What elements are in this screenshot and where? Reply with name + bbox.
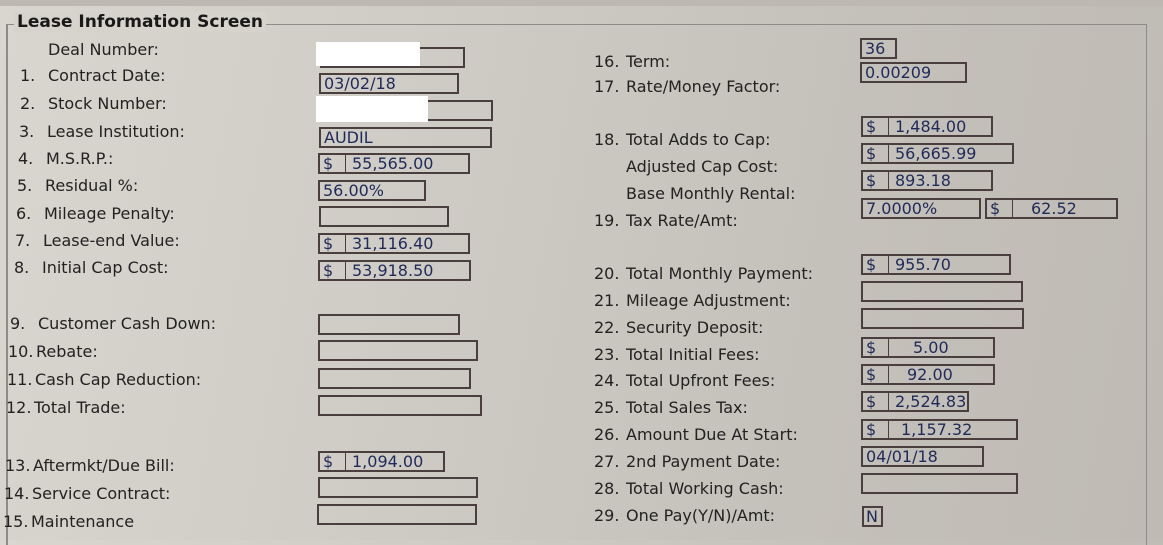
label-2nd-payment-date: 27. 2nd Payment Date: — [594, 452, 781, 471]
label-mileage-penalty: 6. Mileage Penalty: — [16, 204, 175, 223]
one-pay-field[interactable]: N — [862, 506, 883, 527]
label-rate-money-factor: 17. Rate/Money Factor: — [594, 77, 781, 96]
rate-money-factor-field[interactable]: 0.00209 — [860, 62, 967, 83]
total-trade-field[interactable] — [318, 395, 482, 416]
lease-end-value-field[interactable]: $ 31,116.40 — [318, 233, 470, 254]
label-mileage-adjustment: 21. Mileage Adjustment: — [594, 291, 791, 310]
mileage-penalty-field[interactable] — [319, 206, 449, 227]
label-residual: 5. Residual %: — [17, 176, 139, 195]
total-initial-fees-field[interactable]: $ 5.00 — [861, 337, 995, 358]
base-monthly-rental-field[interactable]: $ 893.18 — [861, 170, 993, 191]
label-total-upfront-fees: 24. Total Upfront Fees: — [594, 371, 776, 390]
tax-rate-field[interactable]: 7.0000% — [861, 198, 981, 219]
total-working-cash-field[interactable] — [861, 473, 1018, 494]
security-deposit-field[interactable] — [861, 308, 1024, 329]
rebate-field[interactable] — [318, 340, 478, 361]
label-total-monthly-payment: 20. Total Monthly Payment: — [594, 264, 814, 283]
label-aftermkt-due-bill: 13. Aftermkt/Due Bill: — [5, 456, 175, 475]
label-customer-cash-down: 9. Customer Cash Down: — [10, 314, 217, 333]
label-total-initial-fees: 23. Total Initial Fees: — [594, 345, 760, 364]
term-field[interactable]: 36 — [860, 38, 897, 59]
label-maintenance: 15. Maintenance — [3, 512, 135, 531]
total-monthly-payment-field[interactable]: $ 955.70 — [861, 254, 1011, 275]
residual-field[interactable]: 56.00% — [318, 180, 426, 201]
service-contract-field[interactable] — [318, 477, 478, 498]
aftermkt-due-bill-field[interactable]: $ 1,094.00 — [318, 451, 445, 472]
label-service-contract: 14. Service Contract: — [4, 484, 171, 503]
label-contract-date: 1. Contract Date: — [20, 66, 166, 85]
label-cash-cap-reduction: 11. Cash Cap Reduction: — [7, 370, 202, 389]
initial-cap-cost-field[interactable]: $ 53,918.50 — [318, 260, 471, 281]
total-upfront-fees-field[interactable]: $ 92.00 — [861, 364, 995, 385]
label-initial-cap-cost: 8. Initial Cap Cost: — [14, 258, 169, 277]
redaction-stock-number — [316, 96, 428, 122]
lease-institution-field[interactable]: AUDIL — [319, 127, 492, 148]
label-stock-number: 2. Stock Number: — [20, 94, 167, 113]
adjusted-cap-cost-field[interactable]: $ 56,665.99 — [861, 143, 1014, 164]
label-total-trade: 12. Total Trade: — [6, 398, 126, 417]
cash-cap-reduction-field[interactable] — [318, 368, 471, 389]
label-total-adds-to-cap: 18. Total Adds to Cap: — [594, 130, 771, 149]
msrp-field[interactable]: $ 55,565.00 — [318, 153, 470, 174]
contract-date-field[interactable]: 03/02/18 — [319, 73, 459, 94]
label-deal-number: Deal Number: — [48, 40, 159, 59]
label-term: 16. Term: — [594, 52, 671, 71]
label-total-working-cash: 28. Total Working Cash: — [594, 479, 784, 498]
maintenance-field[interactable] — [317, 504, 477, 525]
top-strip — [0, 0, 1163, 6]
tax-amount-field[interactable]: $ 62.52 — [985, 198, 1118, 219]
label-base-monthly-rental: Base Monthly Rental: — [626, 184, 796, 203]
total-sales-tax-field[interactable]: $ 2,524.83 — [861, 391, 969, 412]
label-msrp: 4. M.S.R.P.: — [18, 149, 114, 168]
label-amount-due-at-start: 26. Amount Due At Start: — [594, 425, 798, 444]
label-one-pay: 29. One Pay(Y/N)/Amt: — [594, 506, 776, 525]
customer-cash-down-field[interactable] — [318, 314, 460, 335]
2nd-payment-date-field[interactable]: 04/01/18 — [861, 446, 984, 467]
redaction-deal-number — [316, 42, 420, 66]
label-lease-institution: 3. Lease Institution: — [19, 122, 185, 141]
label-adjusted-cap-cost: Adjusted Cap Cost: — [626, 157, 779, 176]
label-total-sales-tax: 25. Total Sales Tax: — [594, 398, 748, 417]
label-tax-rate-amt: 19. Tax Rate/Amt: — [594, 211, 738, 230]
amount-due-at-start-field[interactable]: $ 1,157.32 — [861, 419, 1018, 440]
total-adds-to-cap-field[interactable]: $ 1,484.00 — [861, 116, 993, 137]
label-lease-end-value: 7. Lease-end Value: — [15, 231, 180, 250]
screen-title: Lease Information Screen — [14, 12, 266, 32]
label-rebate: 10. Rebate: — [8, 342, 98, 361]
label-security-deposit: 22. Security Deposit: — [594, 318, 764, 337]
mileage-adjustment-field[interactable] — [861, 281, 1023, 302]
